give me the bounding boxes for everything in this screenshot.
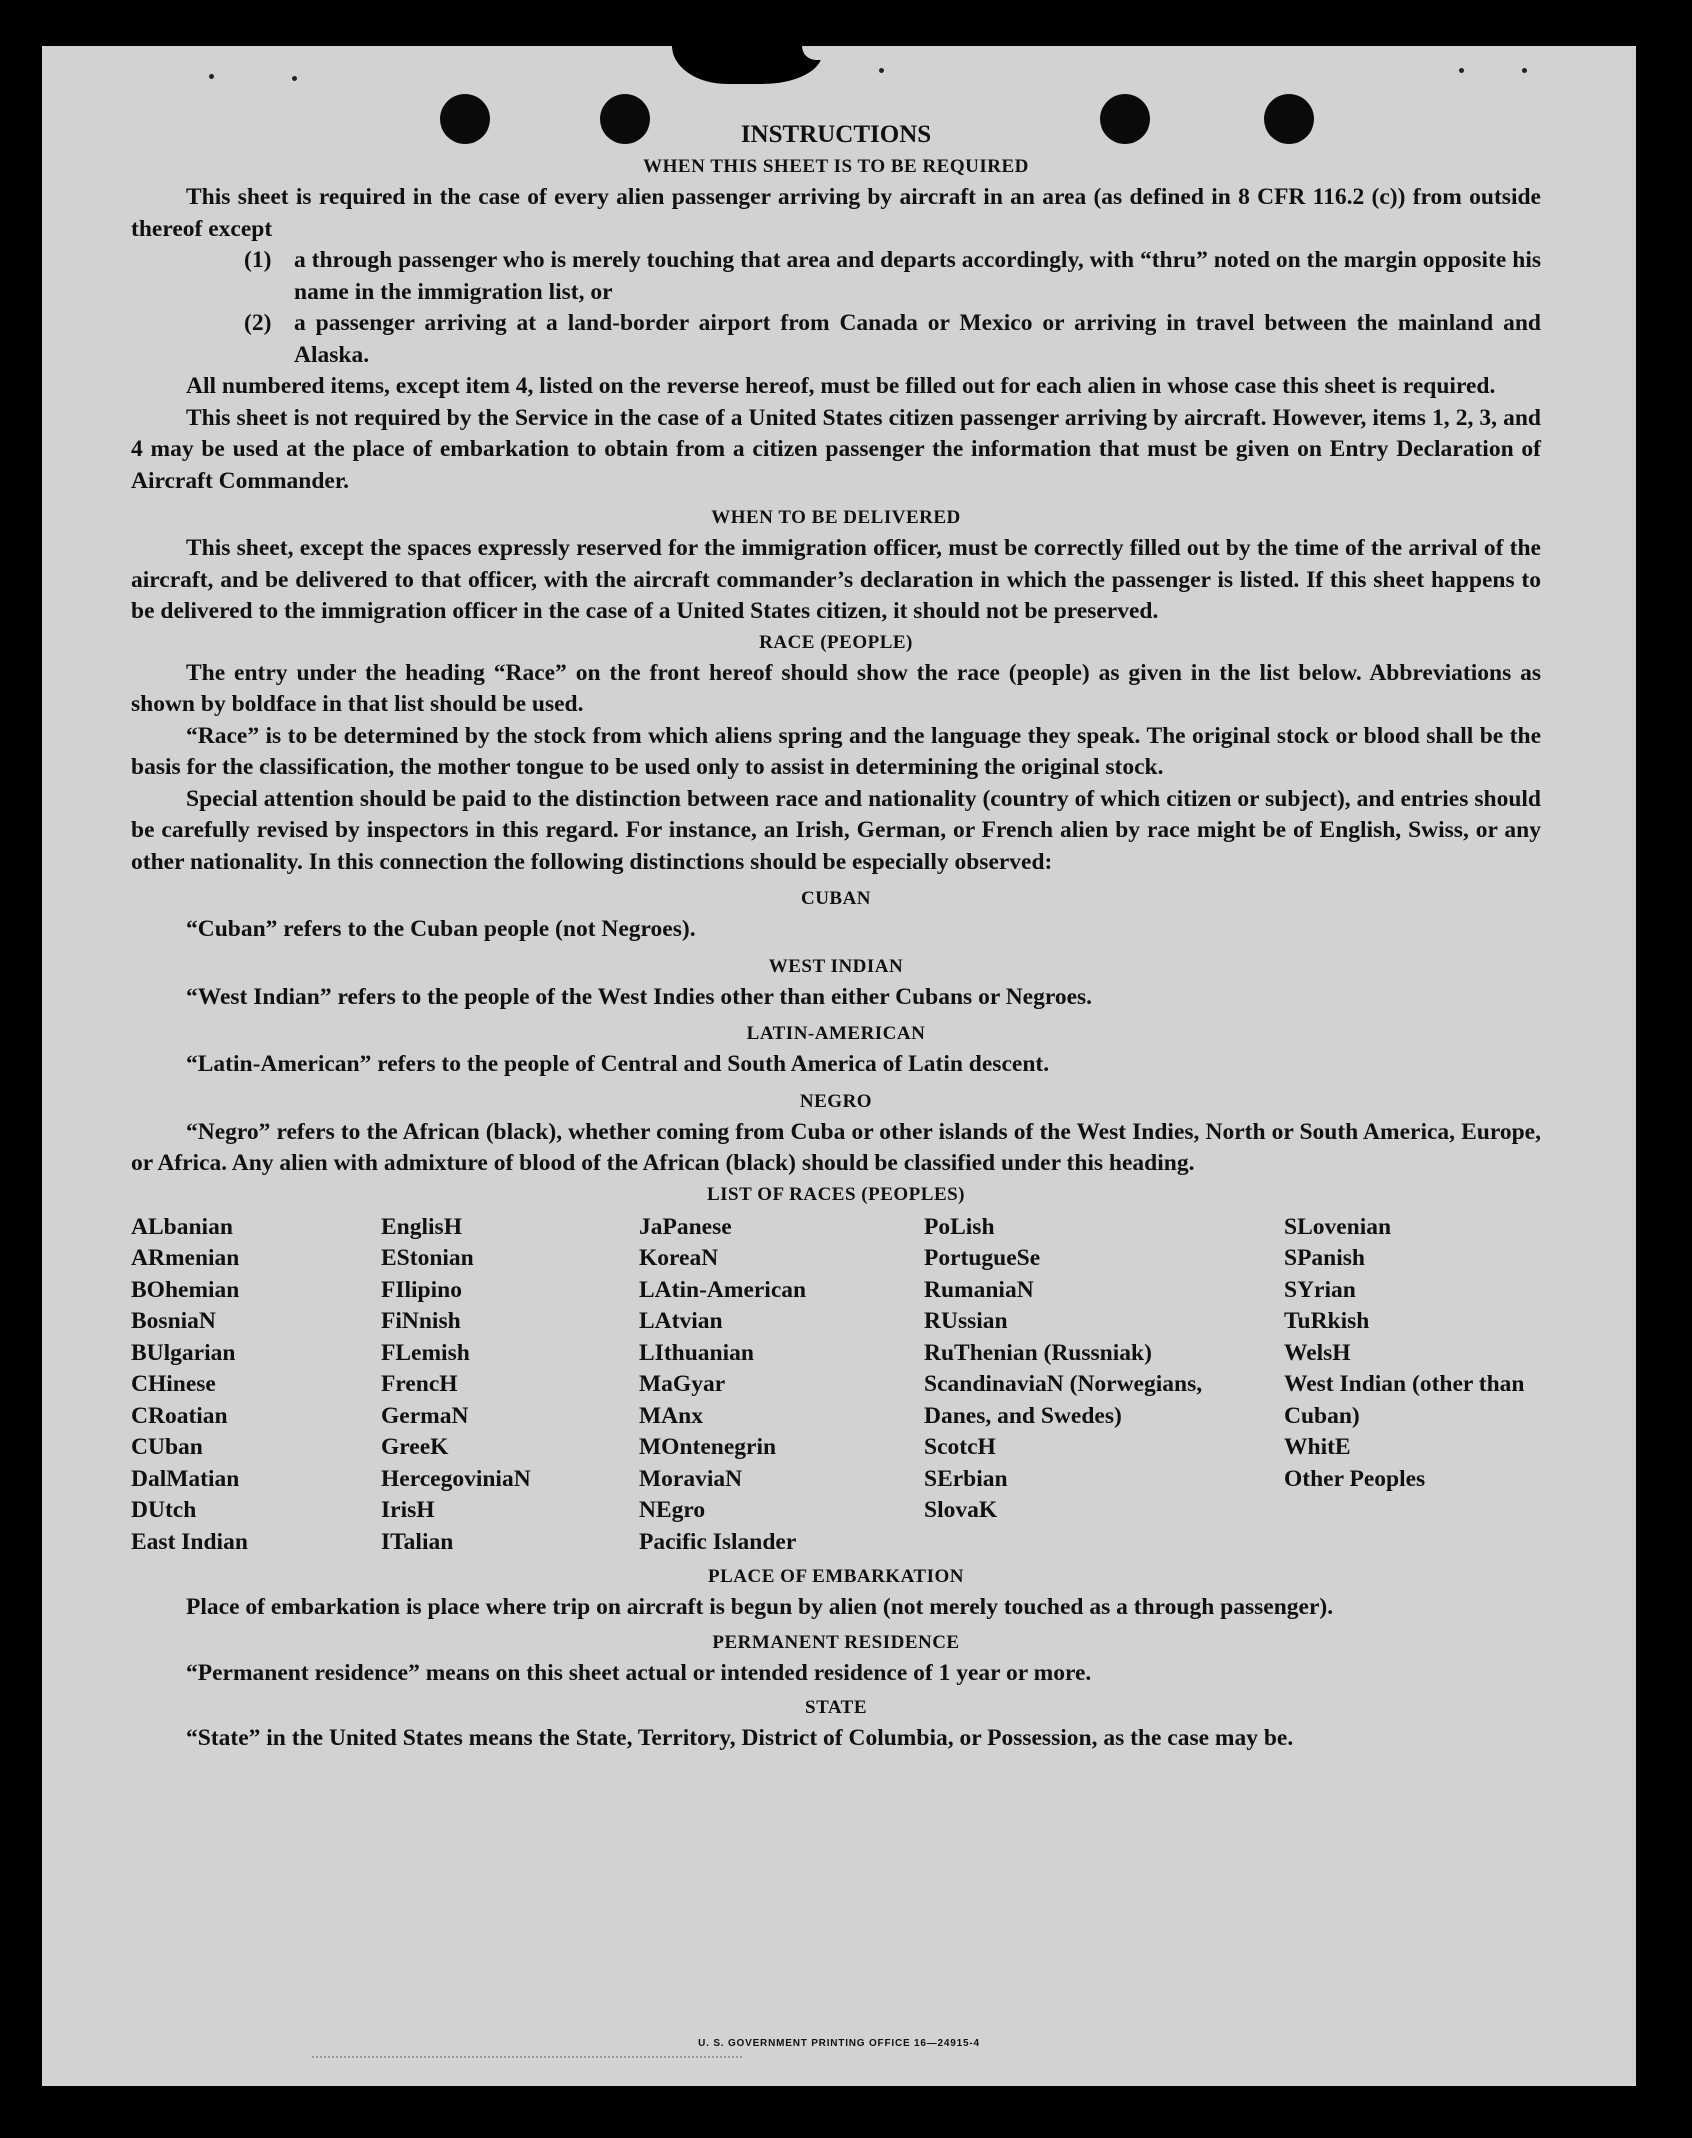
heading-state: STATE	[805, 1697, 867, 1718]
race-entry: EnglisH	[381, 1213, 462, 1240]
paragraph-cuban: “Cuban” refers to the Cuban people (not Negroes).	[186, 916, 696, 942]
paragraph-race-3: Special attention should be paid to the distinction between race and nationality (country of which citizen or subject), and entries should be carefully revised by inspectors in this regard. For instance, an Irish, German, or French alien by race might be of English, Swiss, or any other nationality. In this connection the following distinctions should be especially observed:	[131, 785, 1541, 875]
race-entry: PoLish	[924, 1213, 995, 1240]
race-entry: FLemish	[381, 1339, 470, 1366]
heading-latin-american: LATIN-AMERICAN	[746, 1023, 926, 1044]
race-entry: NEgro	[639, 1497, 706, 1523]
race-entry: CUban	[131, 1434, 203, 1460]
heading-when-delivered: WHEN TO BE DELIVERED	[711, 507, 961, 528]
race-entry: MOntenegrin	[639, 1434, 777, 1460]
paragraph-citizen: This sheet is not required by the Service in the case of a United States citizen passenger arriving by aircraft. However, items 1, 2, 3, and 4 may be used at the place of embarkation to obtain from a citizen passenger the information that must be given on Entry Declaration of Aircraft Commander.	[131, 404, 1541, 494]
races-column-2	[381, 1212, 639, 1559]
race-entry: RuThenian (Russniak)	[924, 1339, 1152, 1366]
race-entry: LIthuanian	[639, 1339, 754, 1366]
race-entry: East Indian	[131, 1528, 248, 1555]
heading-cuban: CUBAN	[800, 888, 872, 909]
race-entry: BUlgarian	[131, 1339, 236, 1366]
race-entry: FrencH	[381, 1371, 458, 1397]
race-entry: ScotcH	[924, 1434, 996, 1460]
instructions-content	[131, 118, 1541, 1755]
races-list	[131, 1212, 1541, 1559]
race-entry: IrisH	[381, 1497, 435, 1523]
race-entry: CRoatian	[131, 1402, 228, 1429]
race-entry: WelsH	[1284, 1339, 1351, 1366]
race-entry: SLovenian	[1284, 1213, 1392, 1240]
paragraph-required-intro: This sheet is required in the case of every alien passenger arriving by aircraft in an area (as defined in 8 CFR 116.2 (c)) from outside thereof except	[131, 184, 1541, 242]
races-column-4	[924, 1212, 1284, 1559]
page-title: INSTRUCTIONS	[740, 121, 932, 148]
race-entry: SlovaK	[924, 1497, 998, 1523]
race-entry: KoreaN	[639, 1245, 719, 1271]
races-column-5	[1284, 1212, 1541, 1559]
race-entry: GermaN	[381, 1402, 469, 1429]
race-entry: LAtvian	[639, 1308, 723, 1334]
races-column-1	[131, 1212, 381, 1559]
paragraph-embarkation: Place of embarkation is place where trip on aircraft is begun by alien (not merely touched as a through passenger).	[186, 1594, 1334, 1620]
race-entry: HercegoviniaN	[381, 1465, 531, 1492]
race-entry: WhitE	[1284, 1434, 1351, 1460]
race-entry: West Indian (other than Cuban)	[1284, 1371, 1525, 1429]
race-entry: ScandinaviaN (Norwegians, Danes, and Swedes)	[924, 1371, 1203, 1429]
race-entry: TuRkish	[1284, 1308, 1370, 1334]
race-entry: FIlipino	[381, 1276, 462, 1303]
race-entry: ARmenian	[131, 1245, 240, 1271]
race-entry: SYrian	[1284, 1276, 1356, 1303]
paragraph-permanent-residence: “Permanent residence” means on this sheet actual or intended residence of 1 year or more.	[186, 1659, 1092, 1686]
exception-item-1: (1) a through passenger who is merely touching that area and departs accordingly, with “thru” noted on the margin opposite his name in the immigration list, or	[244, 247, 1541, 305]
document-page	[42, 46, 1636, 2086]
race-entry: EStonian	[381, 1245, 474, 1271]
heading-embarkation: PLACE OF EMBARKATION	[708, 1566, 964, 1587]
race-entry: Other Peoples	[1284, 1465, 1426, 1492]
races-column-3	[639, 1212, 924, 1559]
heading-race: RACE (PEOPLE)	[759, 631, 913, 653]
paragraph-west-indian: “West Indian” refers to the people of the West Indies other than either Cubans or Negroes.	[186, 983, 1093, 1010]
paragraph-latin-american: “Latin-American” refers to the people of Central and South America of Latin descent.	[186, 1051, 1050, 1077]
paragraph-race-2: “Race” is to be determined by the stock from which aliens spring and the language they speak. The original stock or blood shall be the basis for the classification, the mother tongue to be used only to assist in determining the original stock.	[131, 722, 1541, 780]
race-entry: GreeK	[381, 1434, 449, 1460]
race-entry: SErbian	[924, 1465, 1008, 1492]
race-entry: RumaniaN	[924, 1276, 1034, 1303]
race-entry: DUtch	[131, 1497, 197, 1523]
heading-when-required: WHEN THIS SHEET IS TO BE REQUIRED	[643, 156, 1029, 177]
race-entry: BOhemian	[131, 1276, 240, 1303]
exception-item-2: (2) a passenger arriving at a land-border airport from Canada or Mexico or arriving in travel between the mainland and Alaska.	[244, 310, 1541, 368]
race-entry: SPanish	[1284, 1245, 1365, 1271]
race-entry: LAtin-American	[639, 1276, 807, 1303]
race-entry: MoraviaN	[639, 1465, 743, 1492]
heading-list-of-races: LIST OF RACES (PEOPLES)	[706, 1183, 966, 1205]
race-entry: ITalian	[381, 1528, 454, 1555]
race-entry: DalMatian	[131, 1465, 240, 1492]
race-entry: BosniaN	[131, 1308, 216, 1334]
paragraph-numbered-items: All numbered items, except item 4, listed on the reverse hereof, must be filled out for each alien in whose case this sheet is required.	[186, 373, 1496, 399]
race-entry: RUssian	[924, 1308, 1008, 1334]
race-entry: MAnx	[639, 1402, 703, 1429]
printer-imprint: U. S. GOVERNMENT PRINTING OFFICE 16—24915-4	[698, 2038, 980, 2049]
heading-permanent-residence: PERMANENT RESIDENCE	[712, 1631, 960, 1653]
heading-west-indian: WEST INDIAN	[768, 955, 904, 977]
race-entry: PortugueSe	[924, 1245, 1041, 1271]
race-entry: Pacific Islander	[639, 1528, 797, 1555]
race-entry: JaPanese	[639, 1213, 732, 1240]
paragraph-state: “State” in the United States means the State, Territory, District of Columbia, or Possession, as the case may be.	[186, 1725, 1294, 1751]
heading-negro: NEGRO	[799, 1090, 873, 1112]
paragraph-negro: “Negro” refers to the African (black), whether coming from Cuba or other islands of the West Indies, North or South America, Europe, or Africa. Any alien with admixture of blood of the African (black) should be classified under this heading.	[131, 1118, 1541, 1176]
race-entry: MaGyar	[639, 1371, 726, 1397]
race-entry: ALbanian	[131, 1213, 233, 1240]
race-entry: CHinese	[131, 1371, 216, 1397]
paragraph-delivered: This sheet, except the spaces expressly reserved for the immigration officer, must be correctly filled out by the time of the arrival of the aircraft, and be delivered to that officer, with the aircraft commander’s declaration in which the passenger is listed. If this sheet happens to be delivered to the immigration officer in the case of a United States citizen, it should not be preserved.	[131, 535, 1541, 624]
paragraph-race-1: The entry under the heading “Race” on the front hereof should show the race (people) as given in the list below. Abbreviations as shown by boldface in that list should be used.	[131, 659, 1541, 717]
race-entry: FiNnish	[381, 1308, 461, 1334]
torn-edge	[672, 46, 822, 84]
